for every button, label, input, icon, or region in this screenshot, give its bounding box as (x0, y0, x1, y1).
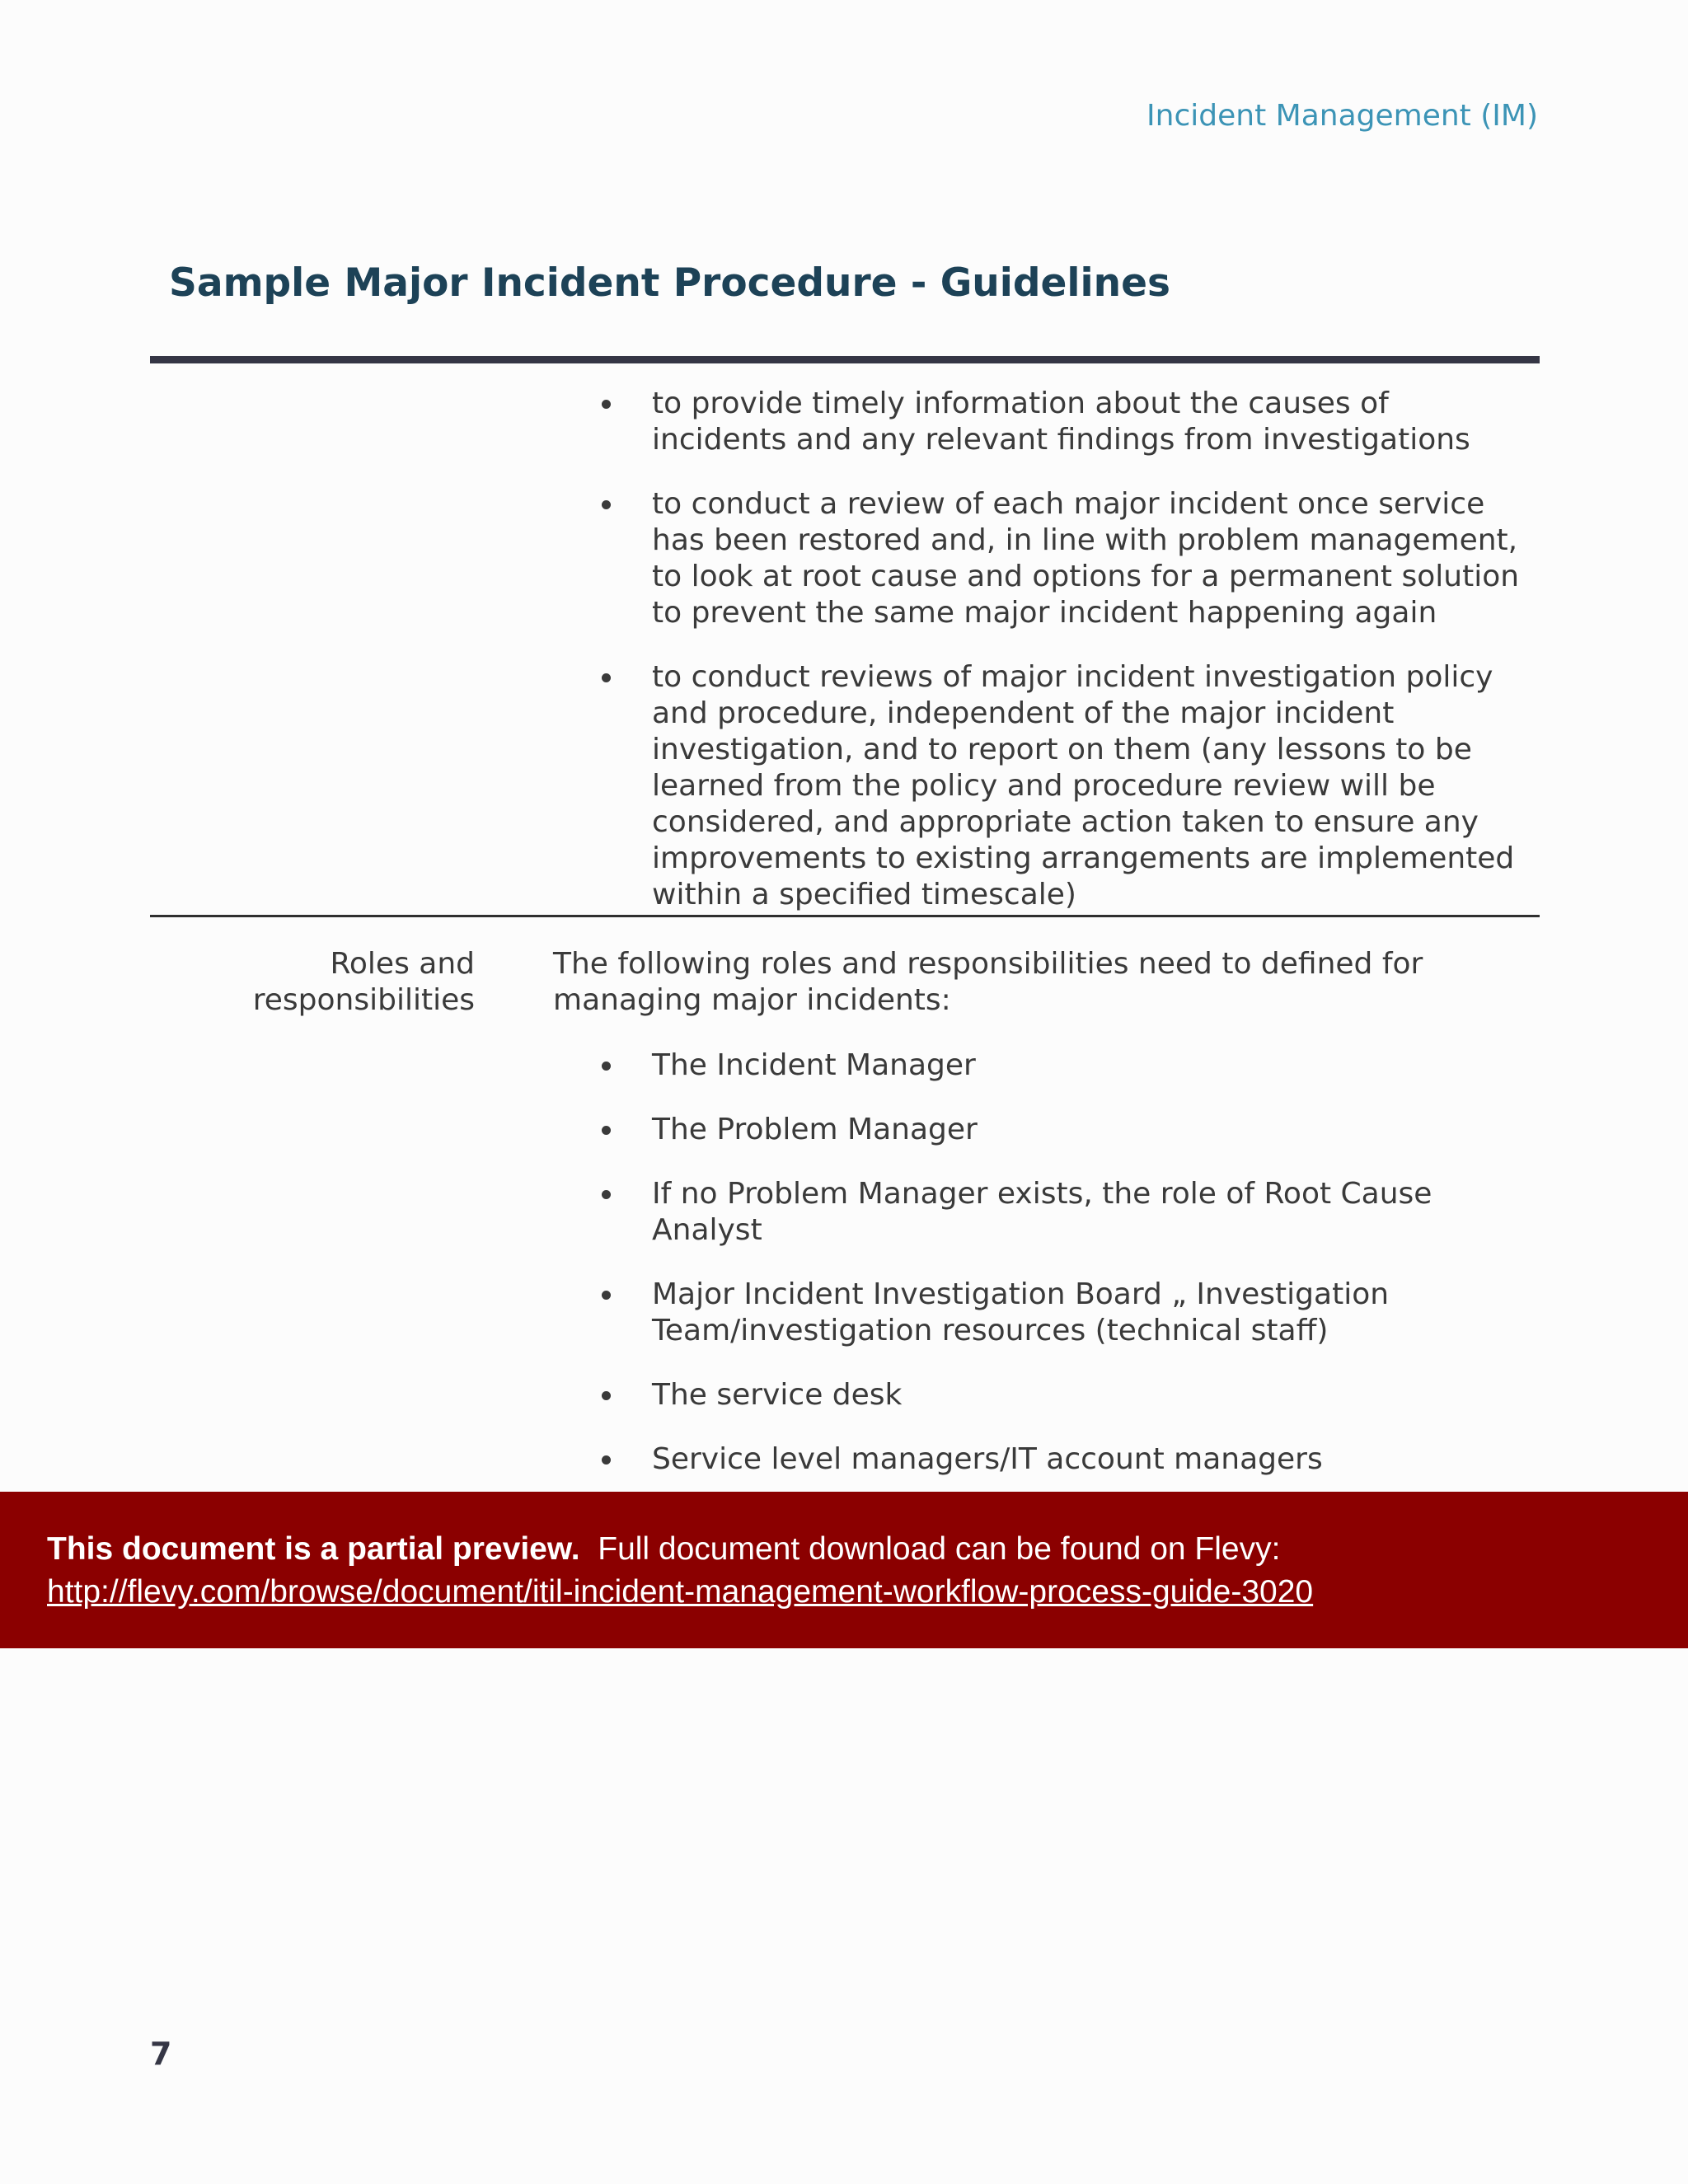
bullet-icon (602, 400, 611, 409)
flevy-download-link[interactable]: http://flevy.com/browse/document/itil-incident-management-workflow-process-guide-3020 (47, 1574, 1314, 1610)
preview-banner-bold-text: This document is a partial preview. (47, 1531, 580, 1567)
preview-banner (0, 1492, 1688, 1648)
list-item (598, 386, 1529, 458)
list-item (598, 1176, 1529, 1249)
bullet-icon (602, 1190, 611, 1199)
list-item (598, 1277, 1529, 1349)
bullet-icon (602, 1455, 611, 1465)
bullet-icon (602, 1291, 611, 1300)
bullet-icon (602, 1062, 611, 1071)
page-title: Sample Major Incident Procedure - Guidelines (169, 260, 1170, 306)
list-item-text: to conduct a review of each major incident once service has been restored and, in line with problem management, to look at root cause and options for a permanent solution to prevent the same major incident happening again (652, 487, 1520, 630)
preview-banner-text: Full document download can be found on Flevy: (598, 1531, 1281, 1567)
list-item (598, 659, 1529, 913)
list-item (598, 1377, 1529, 1413)
title-divider (150, 356, 1540, 363)
list-item-text: The Incident Manager (652, 1048, 976, 1082)
bullet-icon (602, 500, 611, 509)
list-item (598, 1112, 1529, 1148)
list-item (598, 486, 1529, 631)
list-item-text: to conduct reviews of major incident investigation policy and procedure, independent of the major incident investigation, and to report on them (any lessons to be learned from the policy and procedure review will be considered, and appropriate action taken to ensure any improvements to existing arrangements are implemented within a specified timescale) (652, 660, 1515, 912)
bullet-icon (602, 1126, 611, 1135)
list-item-text: Major Incident Investigation Board „ Investigation Team/investigation resources (technical staff) (652, 1277, 1390, 1347)
list-item-text: The service desk (652, 1378, 903, 1412)
list-item-text: Service level managers/IT account managers (652, 1442, 1323, 1476)
list-item (598, 1047, 1529, 1084)
list-item-text: to provide timely information about the causes of incidents and any relevant findings from investigations (652, 387, 1470, 457)
page-number: 7 (150, 2036, 172, 2072)
list-item-text: The Problem Manager (652, 1113, 978, 1146)
bullet-icon (602, 673, 611, 682)
preview-banner-message (47, 1531, 1280, 1568)
list-item-text: If no Problem Manager exists, the role of Root Cause Analyst (652, 1177, 1432, 1247)
bullet-icon (602, 1391, 611, 1400)
running-header: Incident Management (IM) (1146, 99, 1538, 133)
roles-row-label: Roles and responsibilities (252, 947, 475, 1017)
list-item (598, 1441, 1529, 1478)
top-bullet-list (598, 386, 1529, 913)
table-row-divider (150, 915, 1540, 917)
roles-intro-text: The following roles and responsibilities need to defined for managing major incidents: (553, 947, 1423, 1017)
